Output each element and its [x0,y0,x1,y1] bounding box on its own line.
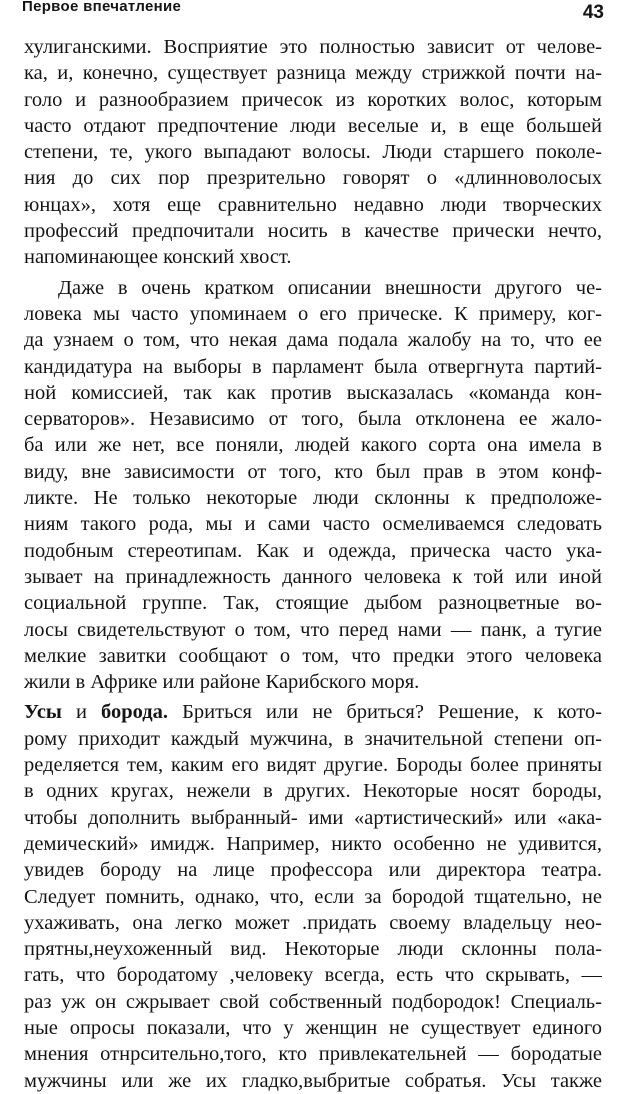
text-line: лосы свидетельствуют о том, что перед нами — панк, а тугие [24,618,602,641]
running-head: Первое впечатление [22,0,182,15]
text-line: профессий предпочитали носить в качестве прически нечто, [24,220,602,243]
text-line: кандидатура на выборы в парламент была отвергнута партий- [24,355,602,378]
lead-rest: Бриться или не бриться? Решение, к кото- [168,701,602,724]
text-line: ка, и, конечно, существует разница между стрижкой почти на- [24,62,602,85]
text-line: подобным стереотипам. Как и одежда, прическа часто ука- [24,539,602,562]
text-line: демический» имидж. Например, никто особенно не удивится, [24,832,602,855]
text-line: раз уж он сжрывает свой собственный подбородок! Специаль- [24,990,602,1013]
text-line: ния до сих пор презрительно говорят о «длинноволосых [24,167,602,190]
text-line: ба или же нет, все поняли, людей какого сорта она имела в [24,434,602,457]
paragraph-1 [24,34,602,271]
lead-join: и [61,701,102,724]
page-number: 43 [582,2,604,23]
text-line: мнения отнрсительно,того, кто привлекательней — бородатые [24,1043,602,1066]
text-line: степени, те, укого выпадают волосы. Люди старшего поколе- [24,141,602,164]
text-line [24,699,602,725]
text-line: Следует помнить, однако, что, если за бородой тщательно, не [24,885,602,908]
text-line: зывает на принадлежность данного человека к той или иной [24,565,602,588]
text-line: хулиганскими. Восприятие это полностью зависит от челове- [24,36,602,58]
paragraph-2 [24,275,602,696]
text-line: ухаживать, она легко может .придать своему владельцу нео- [24,911,602,934]
text-line: ные опросы показали, что у женщин не существует единого [24,1016,602,1039]
text-line: ликте. Не только некоторые люди склонны к предположе- [24,487,602,510]
text-line: мужчины или же их гладко,выбритые собратья. Усы также [24,1069,602,1092]
text-line: прятны,неухоженный вид. Некоторые люди склонны пола- [24,938,602,961]
page-header [22,0,606,24]
text-line: гать, что бородатому ,человеку всегда, есть что скрывать, — [24,964,602,987]
text-line: ловека мы часто упоминаем о его прическе. К примеру, ког- [24,302,602,325]
text-line: юнцах», хотя еще сравнительно недавно люди творческих [24,193,602,216]
text-line: виду, вне зависимости от того, кто был прав в этом конф- [24,460,602,483]
text-line: увидев бороду на лице профессора или директора театра. [24,859,602,882]
text-line: жили в Африке или районе Карибского моря. [24,671,420,694]
text-line: часто отдают предпочтение люди веселые и, в еще большей [24,114,602,137]
text-line: ниям такого рода, мы и сами часто осмеливаемся следовать [24,513,602,536]
paragraph-3 [24,699,602,1093]
text-line: ной комиссией, так как против высказалась «команда кон- [24,381,602,404]
text-line: мелкие завитки сообщают о том, что предки этого человека [24,644,602,667]
section-lead-beard: борода. [101,701,169,724]
text-line: ределяется тем, каким его видят другие. Бороды более приняты [24,754,602,777]
text-line: чтобы дополнить выбранный- ими «артистический» или «ака- [24,806,602,829]
text-line: голо и разнообразием причесок из коротких волос, которым [24,88,602,111]
text-line: социальной группе. Так, стоящие дыбом разноцветные во- [24,592,602,615]
text-line: в одних кругах, нежели в других. Некоторые носят бороды, [24,780,602,803]
body-text [24,34,602,1094]
text-line: да узнаем о том, что некая дама подала жалобу на то, что ее [24,329,602,352]
text-line: серваторов». Независимо от того, была отклонена ее жало- [24,408,602,431]
section-lead-mustache: Усы [24,701,62,724]
text-line: Даже в очень кратком описании внешности другого че- [58,276,602,299]
text-line: напоминающее конский хвост. [24,246,292,269]
text-line: рому приходит каждый мужчина, в значительной степени оп- [24,727,602,750]
